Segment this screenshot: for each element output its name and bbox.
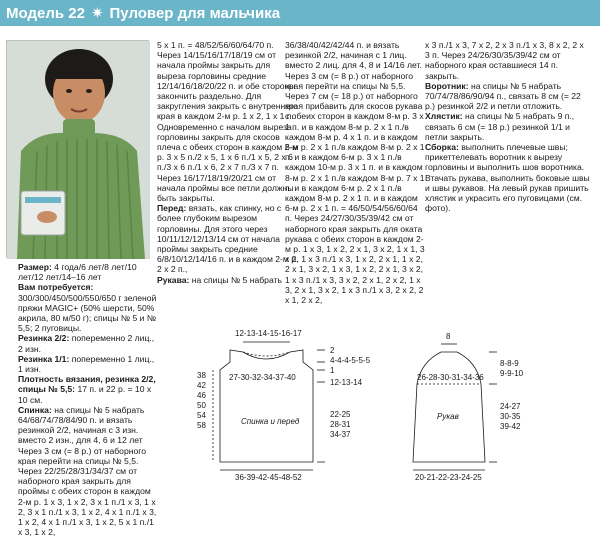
sleeve-label: Рукав	[437, 412, 459, 421]
sleeve-cuff-width: 20-21-22-23-24-25	[415, 473, 482, 482]
sleeve-dim-right-1: 8-8-9	[500, 359, 519, 368]
collar-label: Воротник:	[425, 80, 469, 91]
body-length-3: 46	[197, 391, 206, 400]
body-neck-width: 12-13-14-15-16-17	[235, 329, 302, 338]
back-continued-text: 5 х 1 п. = 48/52/56/60/64/70 п. Через 14/15/16/17/18/19 см от начала проймы закрыть для выреза горловины средние 12/14/16/18/20/22 п. и обе стороны закончить раздельно. Для закругления закрыть с внутреннего края в каждом 2-м р. 1 х 2, 1 х 1 п. Одновременно с началом выреза горловины закрыть для скосов плеча с обеих сторон в каждом 2-м р. 3 х 5 п./2 х 5, 1 х 6 п./1 х 5, 2 х 6 п./3 х 6 п./1 х 6, 2 х 7 п./3 х 7 п. Через 16/17/18/19/20/21 см от начала проймы все петли должны быть закрыты.	[157, 40, 299, 204]
sleeve-dim-right-5: 39-42	[500, 422, 521, 431]
back-label: Спинка:	[18, 404, 52, 415]
model-number: Модель 22	[6, 4, 85, 22]
body-length-1: 38	[197, 371, 206, 380]
body-dim-right-5: 22-25	[330, 410, 351, 419]
sleeve-finish-text: х 3 п./1 х 3, 7 х 2, 2 х 3 п./1 х 3, 8 х 2, 2 х 3 п. Через 24/26/30/35/39/42 см от наборного края оставшиеся 14 п. закрыть.	[425, 40, 584, 81]
body-length-2: 42	[197, 381, 206, 390]
body-length-4: 50	[197, 401, 206, 410]
sleeve-schematic	[413, 344, 497, 470]
front-text: вязать, как спинку, но с более глубоким вырезом горловины. Для этого через 10/11/12/12/13/14 см от начала проймы закрыть средние 6/8/10/12/14/16 п. и в каждом 2-м р. 2 х 2 п.,	[157, 203, 299, 275]
star-icon: ✷	[90, 5, 104, 22]
size-text: 4 года/6 лет/8 лет/10 лет/12 лет/14–16 лет	[18, 262, 137, 283]
placket-text: на спицы № 5 набрать 9 п., связать 6 см (= 18 р.) резинкой 1/1 и петли закрыть.	[425, 111, 575, 142]
sleeves-text: на спицы № 5 набрать	[191, 274, 282, 285]
sleeve-dim-right-2: 9-9-10	[500, 369, 524, 378]
rib11-text: попеременно 1 лиц., 1 изн.	[18, 353, 155, 375]
body-dim-right-2: 4-4-4-5-5-5	[330, 356, 371, 365]
body-chest-width: 27-30-32-34-37-40	[229, 373, 296, 382]
body-length-5: 54	[197, 411, 206, 420]
page-title: Пуловер для мальчика	[109, 4, 281, 22]
sleeve-dim-right-3: 24-27	[500, 402, 521, 411]
body-dim-right-3: 1	[330, 366, 335, 375]
body-dim-right-4: 12-13-14	[330, 378, 363, 387]
sleeve-upper-width: 26-28-30-31-34-36	[417, 373, 484, 382]
sleeve-cap-top: 8	[446, 332, 451, 341]
gauge-label: Плотность вязания, резинка 2/2, спицы № 5,5:	[18, 374, 156, 395]
column-2	[157, 40, 299, 285]
materials-text: 300/300/450/500/550/650 г зеленой пряжи MAGIC+ (50% шерсти, 50% акрила, 80 м/50 г); спицы № 5 и № 5,5; 2 пуговицы.	[18, 292, 157, 334]
boy-illustration	[7, 41, 150, 259]
pattern-schematic	[185, 322, 595, 502]
schematic-svg	[185, 322, 595, 502]
sleeves-continued-text: 36/38/40/42/42/44 п. и вязать резинкой 2/2, начиная с 1 лиц. вместо 2 лиц. для 4, 8 и 14/16 лет. Через 3 см (= 8 р.) от наборного края перейти на спицы № 5,5. Через 7 см (= 18 р.) от наборного края прибавить для скосов рукава с обеих сторон в каждом 8-м р. 3 х 1 п. и в каждом 8-м р. 2 х 1 п./в каждом 8-м р. 4 х 1 п. и в каждом 6-м р. 2 х 1 п./в каждом 8-м р. 2 х 1 п. и в каждом 6-м р. 3 х 1 п./в каждом 10-м р. 3 х 1 п. и в каждом 8-м р. 2 х 1 п./в каждом 8-м р. 7 х 1 п. и в каждом 6-м р. 2 х 1 п./в каждом 8-м р. 2 х 1 п. и в каждом 6-м р. 2 х 1 п. = 46/50/54/56/60/64 п. Через 24/27/30/35/39/42 см от наборного края закрыть для оката рукава с обеих сторон в каждом 2-м р. 1 х 3, 1 х 2, 2 х 1, 3 х 2, 1 х 1, 3 х 2, 1 х 3 п./1 х 3, 1 х 2, 2 х 1, 1 х 2, 2 х 1, 3 х 2, 1 х 3, 1 х 2, 2 х 1, 3 х 2, 1 х 3 п./1 х 3, 3 х 2, 2 х 1, 2 х 2, 1 х 3, 2 х 1, 3 х 2, 1 х 3 п./1 х 3, 2 х 2, 2 х 1, 2 х 2,	[285, 40, 425, 306]
size-label: Размер:	[18, 262, 52, 272]
column-3	[285, 40, 425, 305]
sleeve-dim-right-4: 30-35	[500, 412, 521, 421]
rib22-label: Резинка 2/2:	[18, 333, 70, 344]
column-1	[18, 262, 158, 537]
body-dim-right-7: 34-37	[330, 430, 351, 439]
rib11-label: Резинка 1/1:	[18, 353, 70, 364]
body-hem-width: 36-39-42-45-48-52	[235, 473, 302, 482]
column-4	[425, 40, 590, 213]
front-label: Перед:	[157, 203, 187, 214]
materials-label: Вам потребуется:	[18, 282, 94, 293]
placket-label: Хлястик:	[425, 111, 463, 122]
body-dim-right-6: 28-31	[330, 420, 351, 429]
boy-photo	[6, 40, 149, 258]
body-label: Спинка и перед	[241, 417, 300, 426]
back-text: на спицы № 5 набрать 64/68/74/78/84/90 п. и вязать резинкой 2/2, начиная с 3 изн. вместо 2 изн., для 4, 6 и 12 лет Через 3 см (= 8 р.) от наборного края перейти на спицы № 5,5. Через 22/25/28/31/34/37 см от наборного края закрыть для проймы с обеих сторон в каждом 2-м р. 1 х 3, 1 х 2, 3 х 1 п./1 х 3, 1 х 2, 3 х 1 п./1 х 3, 1 х 2, 4 х 1 п./1 х 3, 1 х 2, 4 х 1 п./1 х 3, 1 х 2, 5 х 1 п./1 х 3, 1 х 2,	[18, 404, 157, 537]
section-header	[0, 0, 600, 26]
rib22-text: попеременно 2 лиц., 2 изн.	[18, 333, 155, 354]
body-length-6: 58	[197, 421, 206, 430]
body-schematic	[213, 342, 325, 470]
body-dim-right-1: 2	[330, 346, 335, 355]
assembly-text: выполнить плечевые швы; прикеттелевать воротник к вырезу горловины и выполнить шов воротника. Втачать рукава, выполнить боковые швы и швы рукавов. На левый рукав пришить хлястик и украсить его пуговицами (см. фото).	[425, 142, 590, 214]
gauge-text: 17 п. и 22 р. = 10 х 10 см.	[18, 384, 152, 405]
collar-text: на спицы № 5 набрать 70/74/78/86/90/94 п., связать 8 см (= 22 р.) резинкой 2/2 и петли отложить.	[425, 80, 581, 112]
sleeves-label: Рукава:	[157, 274, 190, 285]
assembly-label: Сборка:	[425, 142, 459, 153]
